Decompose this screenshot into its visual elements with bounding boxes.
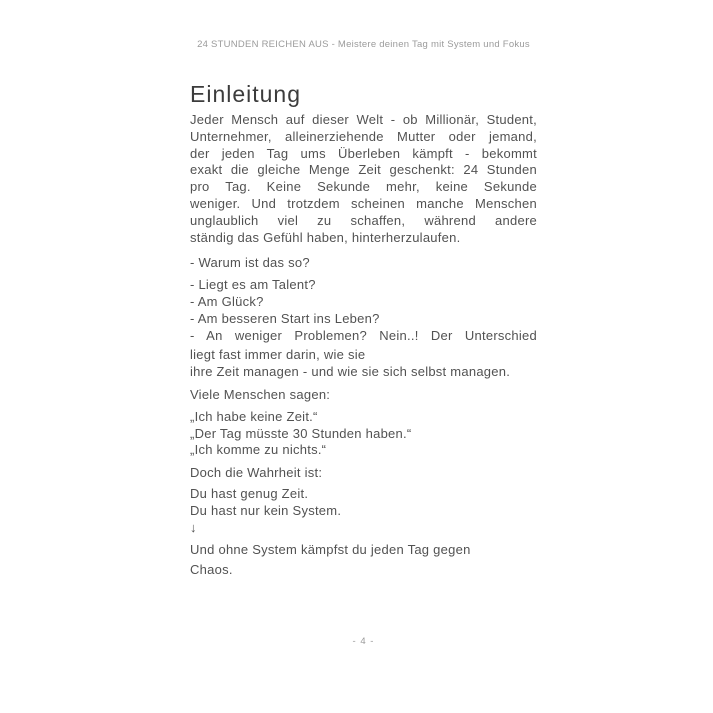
text-block xyxy=(190,112,537,246)
text-line: - Warum ist das so? xyxy=(190,255,310,271)
text-block xyxy=(190,277,537,344)
body-text xyxy=(190,112,537,580)
text-block xyxy=(190,409,537,459)
text-line: Und ohne System kämpfst du jeden Tag gegen xyxy=(190,542,471,558)
text-line: unglaublich viel zu schaffen, während andere xyxy=(190,212,537,228)
text-line: Doch die Wahrheit ist: xyxy=(190,465,323,481)
text-line: der jeden Tag ums Überleben kämpft - bekommt xyxy=(190,145,537,161)
page-title: Einleitung xyxy=(190,81,302,107)
text-line: „Der Tag müsste 30 Stunden haben.“ xyxy=(190,425,412,441)
text-line: Unternehmer, alleinerziehende Mutter oder jemand, xyxy=(190,128,537,144)
text-line: ständig das Gefühl haben, hinterherzulaufen. xyxy=(190,229,461,245)
text-line: - Am besseren Start ins Leben? xyxy=(190,310,380,326)
text-block xyxy=(190,347,537,381)
text-line: - An weniger Problemen? Nein..! Der Unterschied xyxy=(190,327,537,343)
text-line: Du hast nur kein System. xyxy=(190,502,342,518)
text-line: liegt fast immer darin, wie sie xyxy=(190,347,366,363)
text-line: - Liegt es am Talent? xyxy=(190,277,316,293)
text-line: ↓ xyxy=(190,519,197,535)
text-line: Chaos. xyxy=(190,562,233,578)
text-block xyxy=(190,486,537,536)
text-line: „Ich habe keine Zeit.“ xyxy=(190,408,318,424)
text-block xyxy=(190,255,537,272)
text-line: Jeder Mensch auf dieser Welt - ob Millionär, Student, xyxy=(190,112,537,127)
text-block xyxy=(190,387,537,404)
text-line: Du hast genug Zeit. xyxy=(190,485,309,501)
text-line: „Ich komme zu nichts.“ xyxy=(190,442,327,458)
running-header: 24 STUNDEN REICHEN AUS - Meistere deinen Tag mit System und Fokus xyxy=(197,39,530,50)
text-block xyxy=(190,465,537,482)
page-number: - 4 - xyxy=(352,636,375,647)
text-line: pro Tag. Keine Sekunde mehr, keine Sekunde xyxy=(190,179,537,195)
text-line: Viele Menschen sagen: xyxy=(190,386,331,402)
text-line: ihre Zeit managen - und wie sie sich selbst managen. xyxy=(190,364,511,380)
text-line: - Am Glück? xyxy=(190,293,264,309)
text-block xyxy=(190,540,537,580)
text-line: exakt die gleiche Menge Zeit geschenkt: 24 Stunden xyxy=(190,162,537,178)
text-line: weniger. Und trotzdem scheinen manche Menschen xyxy=(190,195,537,211)
